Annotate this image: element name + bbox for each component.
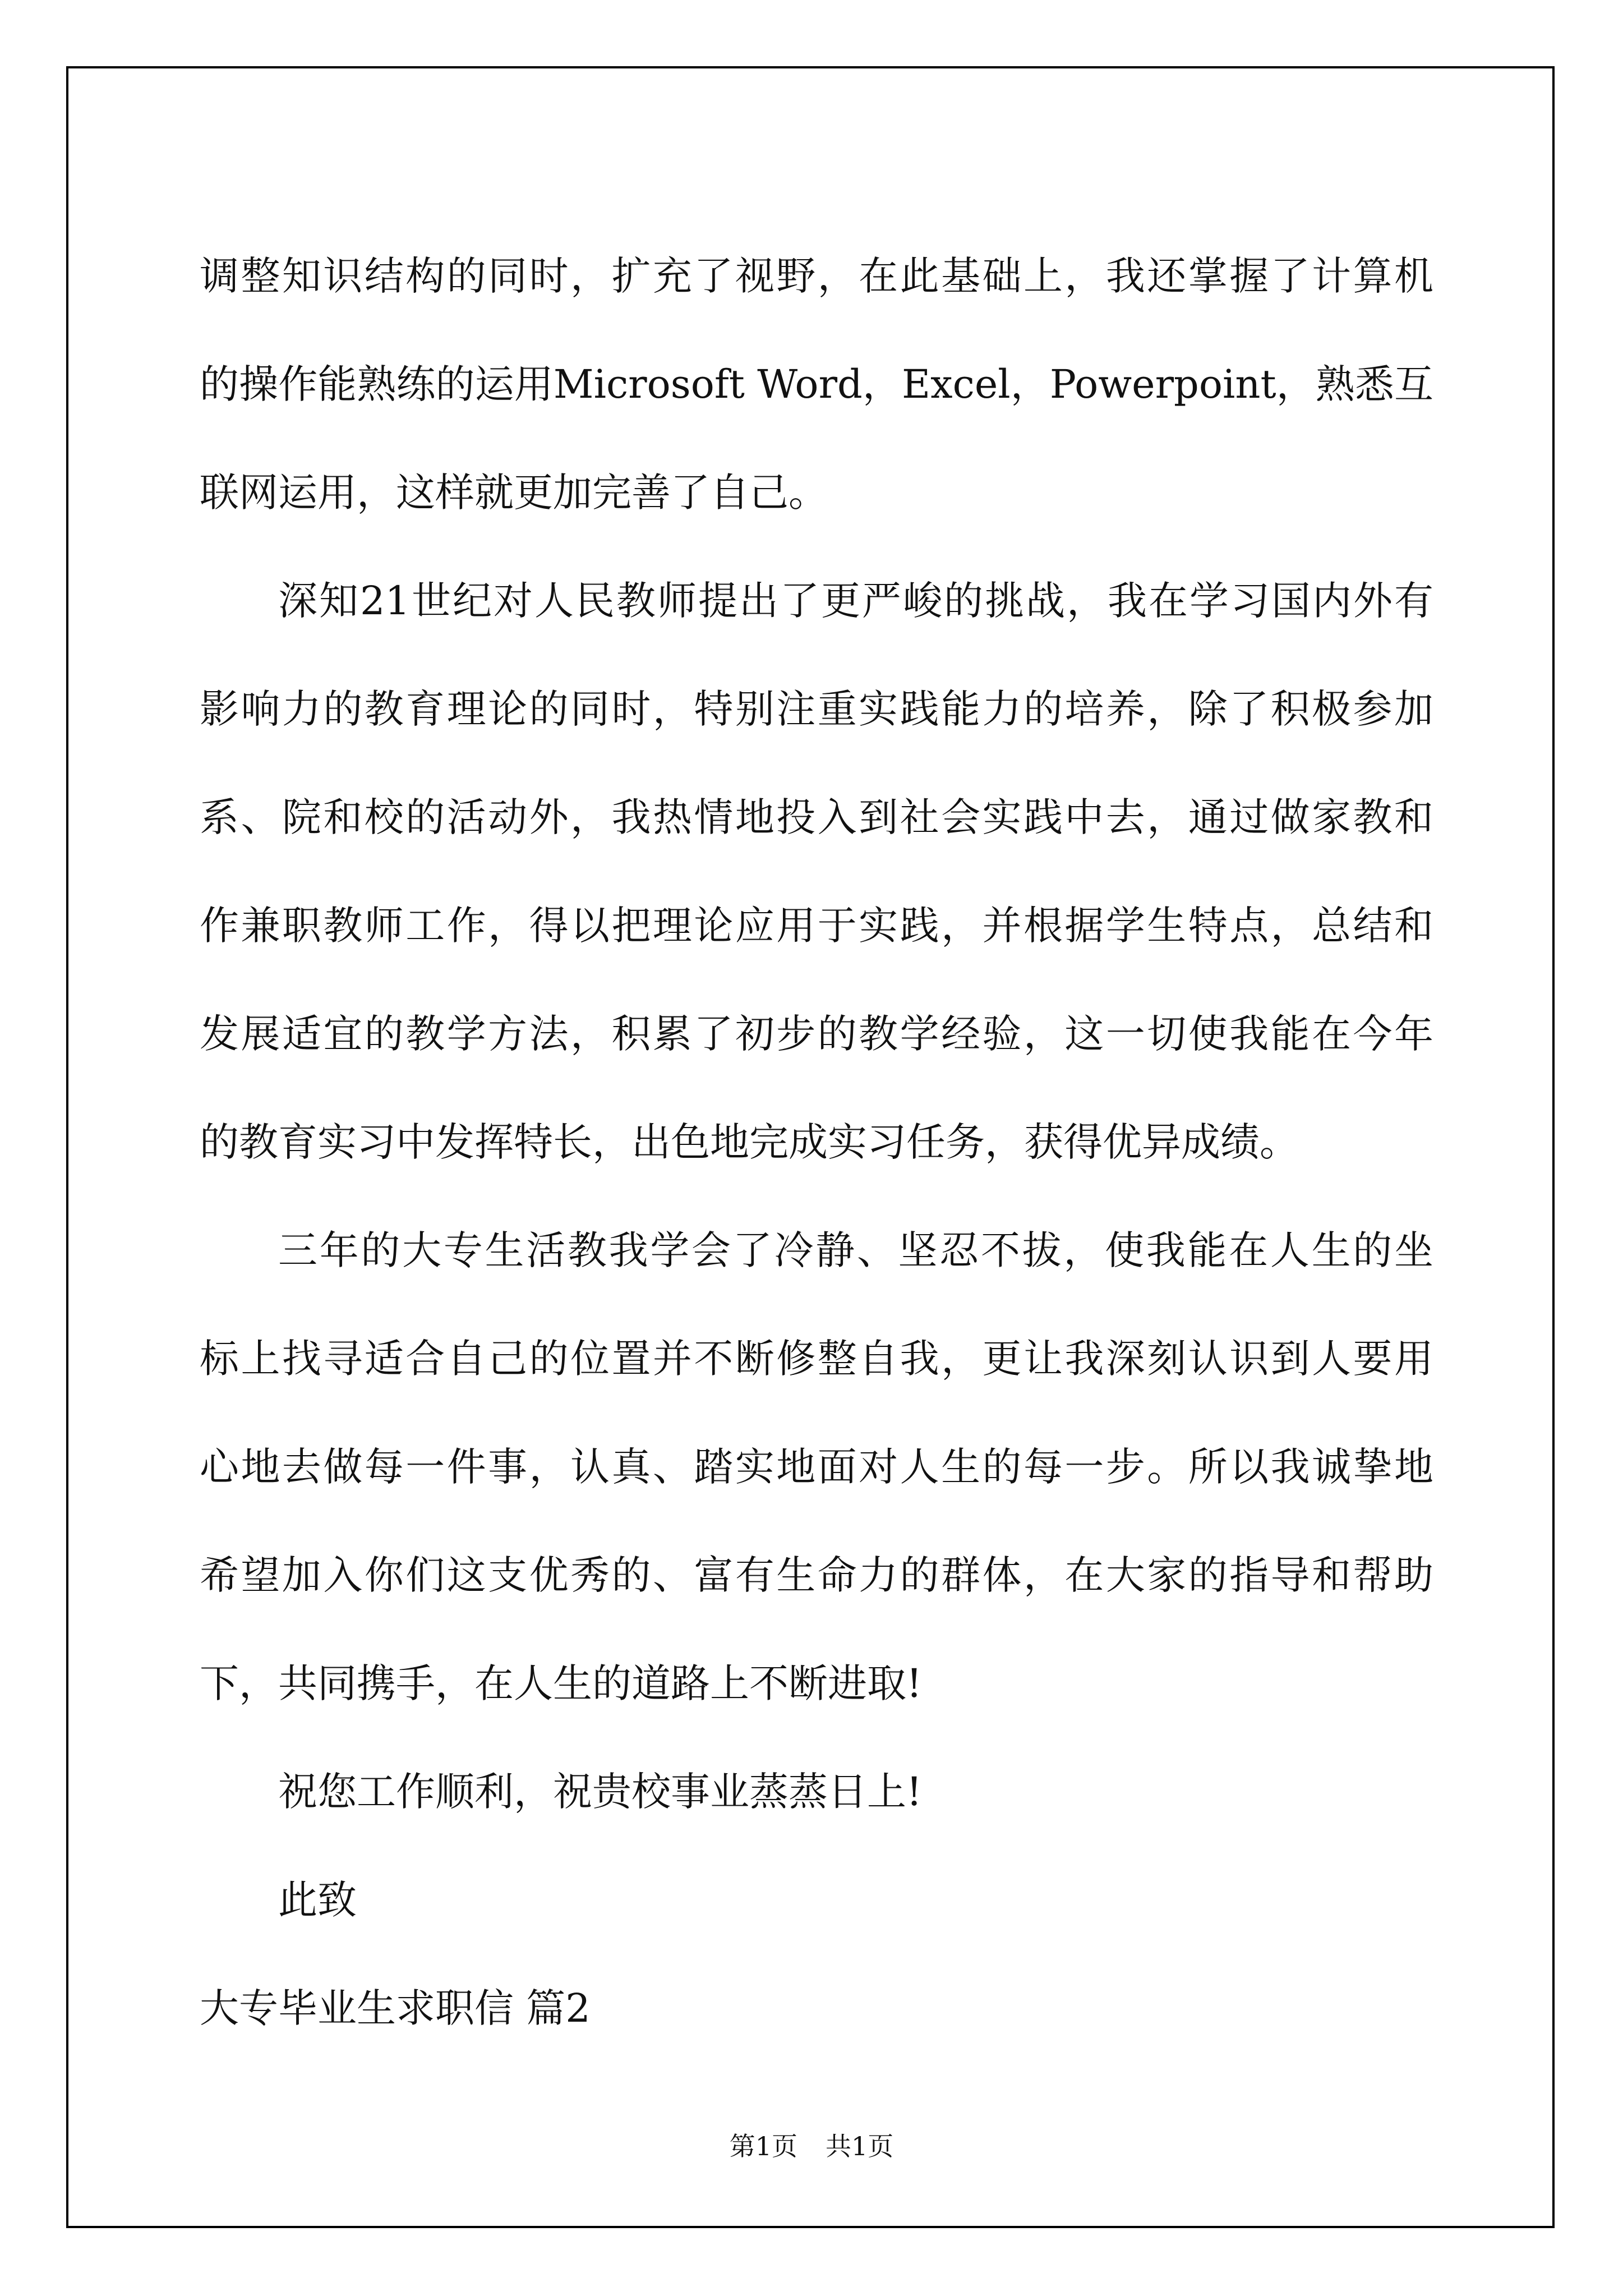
text-line: 深知21世纪对人民教师提出了更严峻的挑战，我在学习国内外有 <box>278 578 1433 624</box>
text-line: 祝您工作顺利，祝贵校事业蒸蒸日上! <box>278 1769 923 1815</box>
page-total: 共1页 <box>826 2131 894 2161</box>
text-line: 三年的大专生活教我学会了冷静、坚忍不拔，使我能在人生的坐 <box>278 1227 1433 1273</box>
text-line: 希望加入你们这支优秀的、富有生命力的群体，在大家的指导和帮助 <box>200 1552 1433 1598</box>
text-line: 心地去做每一件事，认真、踏实地面对人生的每一步。所以我诚挚地 <box>200 1444 1433 1490</box>
text-line: 的操作能熟练的运用Microsoft Word，Excel，Powerpoint，熟悉互 <box>200 361 1433 407</box>
text-line: 作兼职教师工作，得以把理论应用于实践，并根据学生特点，总结和 <box>200 903 1433 949</box>
text-line: 影响力的教育理论的同时，特别注重实践能力的培养，除了积极参加 <box>200 686 1433 732</box>
text-line: 发展适宜的教学方法，积累了初步的教学经验，这一切使我能在今年 <box>200 1011 1433 1057</box>
text-line: 联网运用，这样就更加完善了自己。 <box>200 470 828 516</box>
page-footer <box>0 2126 1623 2163</box>
page-number: 第1页 <box>729 2131 797 2161</box>
text-line: 调整知识结构的同时，扩充了视野，在此基础上，我还掌握了计算机 <box>200 253 1433 299</box>
section-heading: 大专毕业生求职信 篇2 <box>200 1985 591 2031</box>
text-line: 标上找寻适合自己的位置并不断修整自我，更让我深刻认识到人要用 <box>200 1336 1433 1382</box>
text-line: 的教育实习中发挥特长，出色地完成实习任务，获得优异成绩。 <box>200 1119 1299 1165</box>
text-line: 下，共同携手，在人生的道路上不断进取! <box>200 1660 923 1706</box>
closing-salutation: 此致 <box>278 1877 357 1923</box>
letter-body <box>200 222 1433 2063</box>
text-line: 系、院和校的活动外，我热情地投入到社会实践中去，通过做家教和 <box>200 794 1433 840</box>
